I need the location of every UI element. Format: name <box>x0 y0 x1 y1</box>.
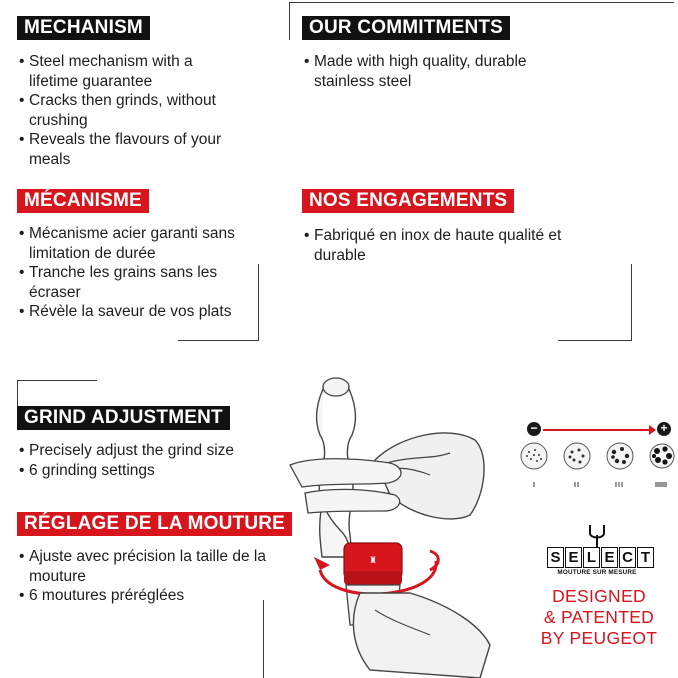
reglage-list <box>19 547 269 606</box>
grind-heading: GRIND ADJUSTMENT <box>17 406 230 430</box>
logo-letter: E <box>601 547 618 568</box>
designed-line: BY PEUGEOT <box>540 628 658 648</box>
grind-sample-fine <box>521 443 547 469</box>
grind-samples <box>517 440 675 490</box>
scale-arrow <box>543 429 653 431</box>
divider-line <box>631 264 632 340</box>
designed-by-peugeot <box>522 586 676 649</box>
divider-line <box>289 2 290 40</box>
logo-letter: L <box>583 547 600 568</box>
minus-icon: − <box>527 422 541 436</box>
logo-letter: T <box>637 547 654 568</box>
select-logo-tagline: MOUTURE SUR MESURE <box>557 569 637 576</box>
grind-ticks <box>534 482 666 487</box>
select-logo <box>547 523 649 579</box>
divider-line <box>289 2 674 3</box>
select-logo-letters <box>547 547 654 568</box>
list-item: • Ajuste avec précision la taille de la mouture <box>19 547 269 586</box>
grind-sample-medium <box>607 443 633 469</box>
list-item: • Tranche les grains sans les écraser <box>19 263 247 302</box>
logo-letter: E <box>565 547 582 568</box>
mecanisme-list <box>19 224 247 322</box>
logo-letter: C <box>619 547 636 568</box>
list-item: • Steel mechanism with a lifetime guarantee <box>19 52 239 91</box>
commitments-list <box>304 52 574 91</box>
divider-line <box>263 600 264 678</box>
designed-line: & PATENTED <box>543 607 655 627</box>
divider-line <box>17 380 18 407</box>
mechanism-list <box>19 52 239 169</box>
engagements-list <box>304 226 604 265</box>
commitments-heading: OUR COMMITMENTS <box>302 16 510 40</box>
grind-sample-medium-fine <box>564 443 590 469</box>
list-item: • Fabriqué en inox de haute qualité et durable <box>304 226 604 265</box>
pepper-mill-illustration <box>280 365 520 678</box>
grind-sample-coarse <box>650 444 674 468</box>
grind-list <box>19 441 279 480</box>
reglage-heading: RÉGLAGE DE LA MOUTURE <box>17 512 292 536</box>
list-item: • Mécanisme acier garanti sans limitation de durée <box>19 224 247 263</box>
plus-icon: + <box>657 422 671 436</box>
list-item: • 6 moutures préréglées <box>19 586 269 606</box>
list-item: • Reveals the flavours of your meals <box>19 130 239 169</box>
divider-line <box>178 340 259 341</box>
grind-scale <box>517 420 675 490</box>
divider-line <box>558 340 632 341</box>
select-logo-mark <box>587 523 607 547</box>
divider-line <box>258 264 259 340</box>
logo-letter: S <box>547 547 564 568</box>
list-item: • Cracks then grinds, without crushing <box>19 91 239 130</box>
mechanism-heading: MECHANISM <box>17 16 150 40</box>
engagements-heading: NOS ENGAGEMENTS <box>302 189 514 213</box>
arrow-head-icon <box>649 425 656 435</box>
mecanisme-heading: MÉCANISME <box>17 189 149 213</box>
svg-text:♜: ♜ <box>368 556 378 566</box>
list-item: • Precisely adjust the grind size <box>19 441 279 461</box>
list-item: • 6 grinding settings <box>19 461 279 481</box>
list-item: • Made with high quality, durable stainless steel <box>304 52 574 91</box>
list-item: • Révèle la saveur de vos plats <box>19 302 247 322</box>
designed-line: DESIGNED <box>552 586 646 606</box>
divider-line <box>17 380 97 381</box>
